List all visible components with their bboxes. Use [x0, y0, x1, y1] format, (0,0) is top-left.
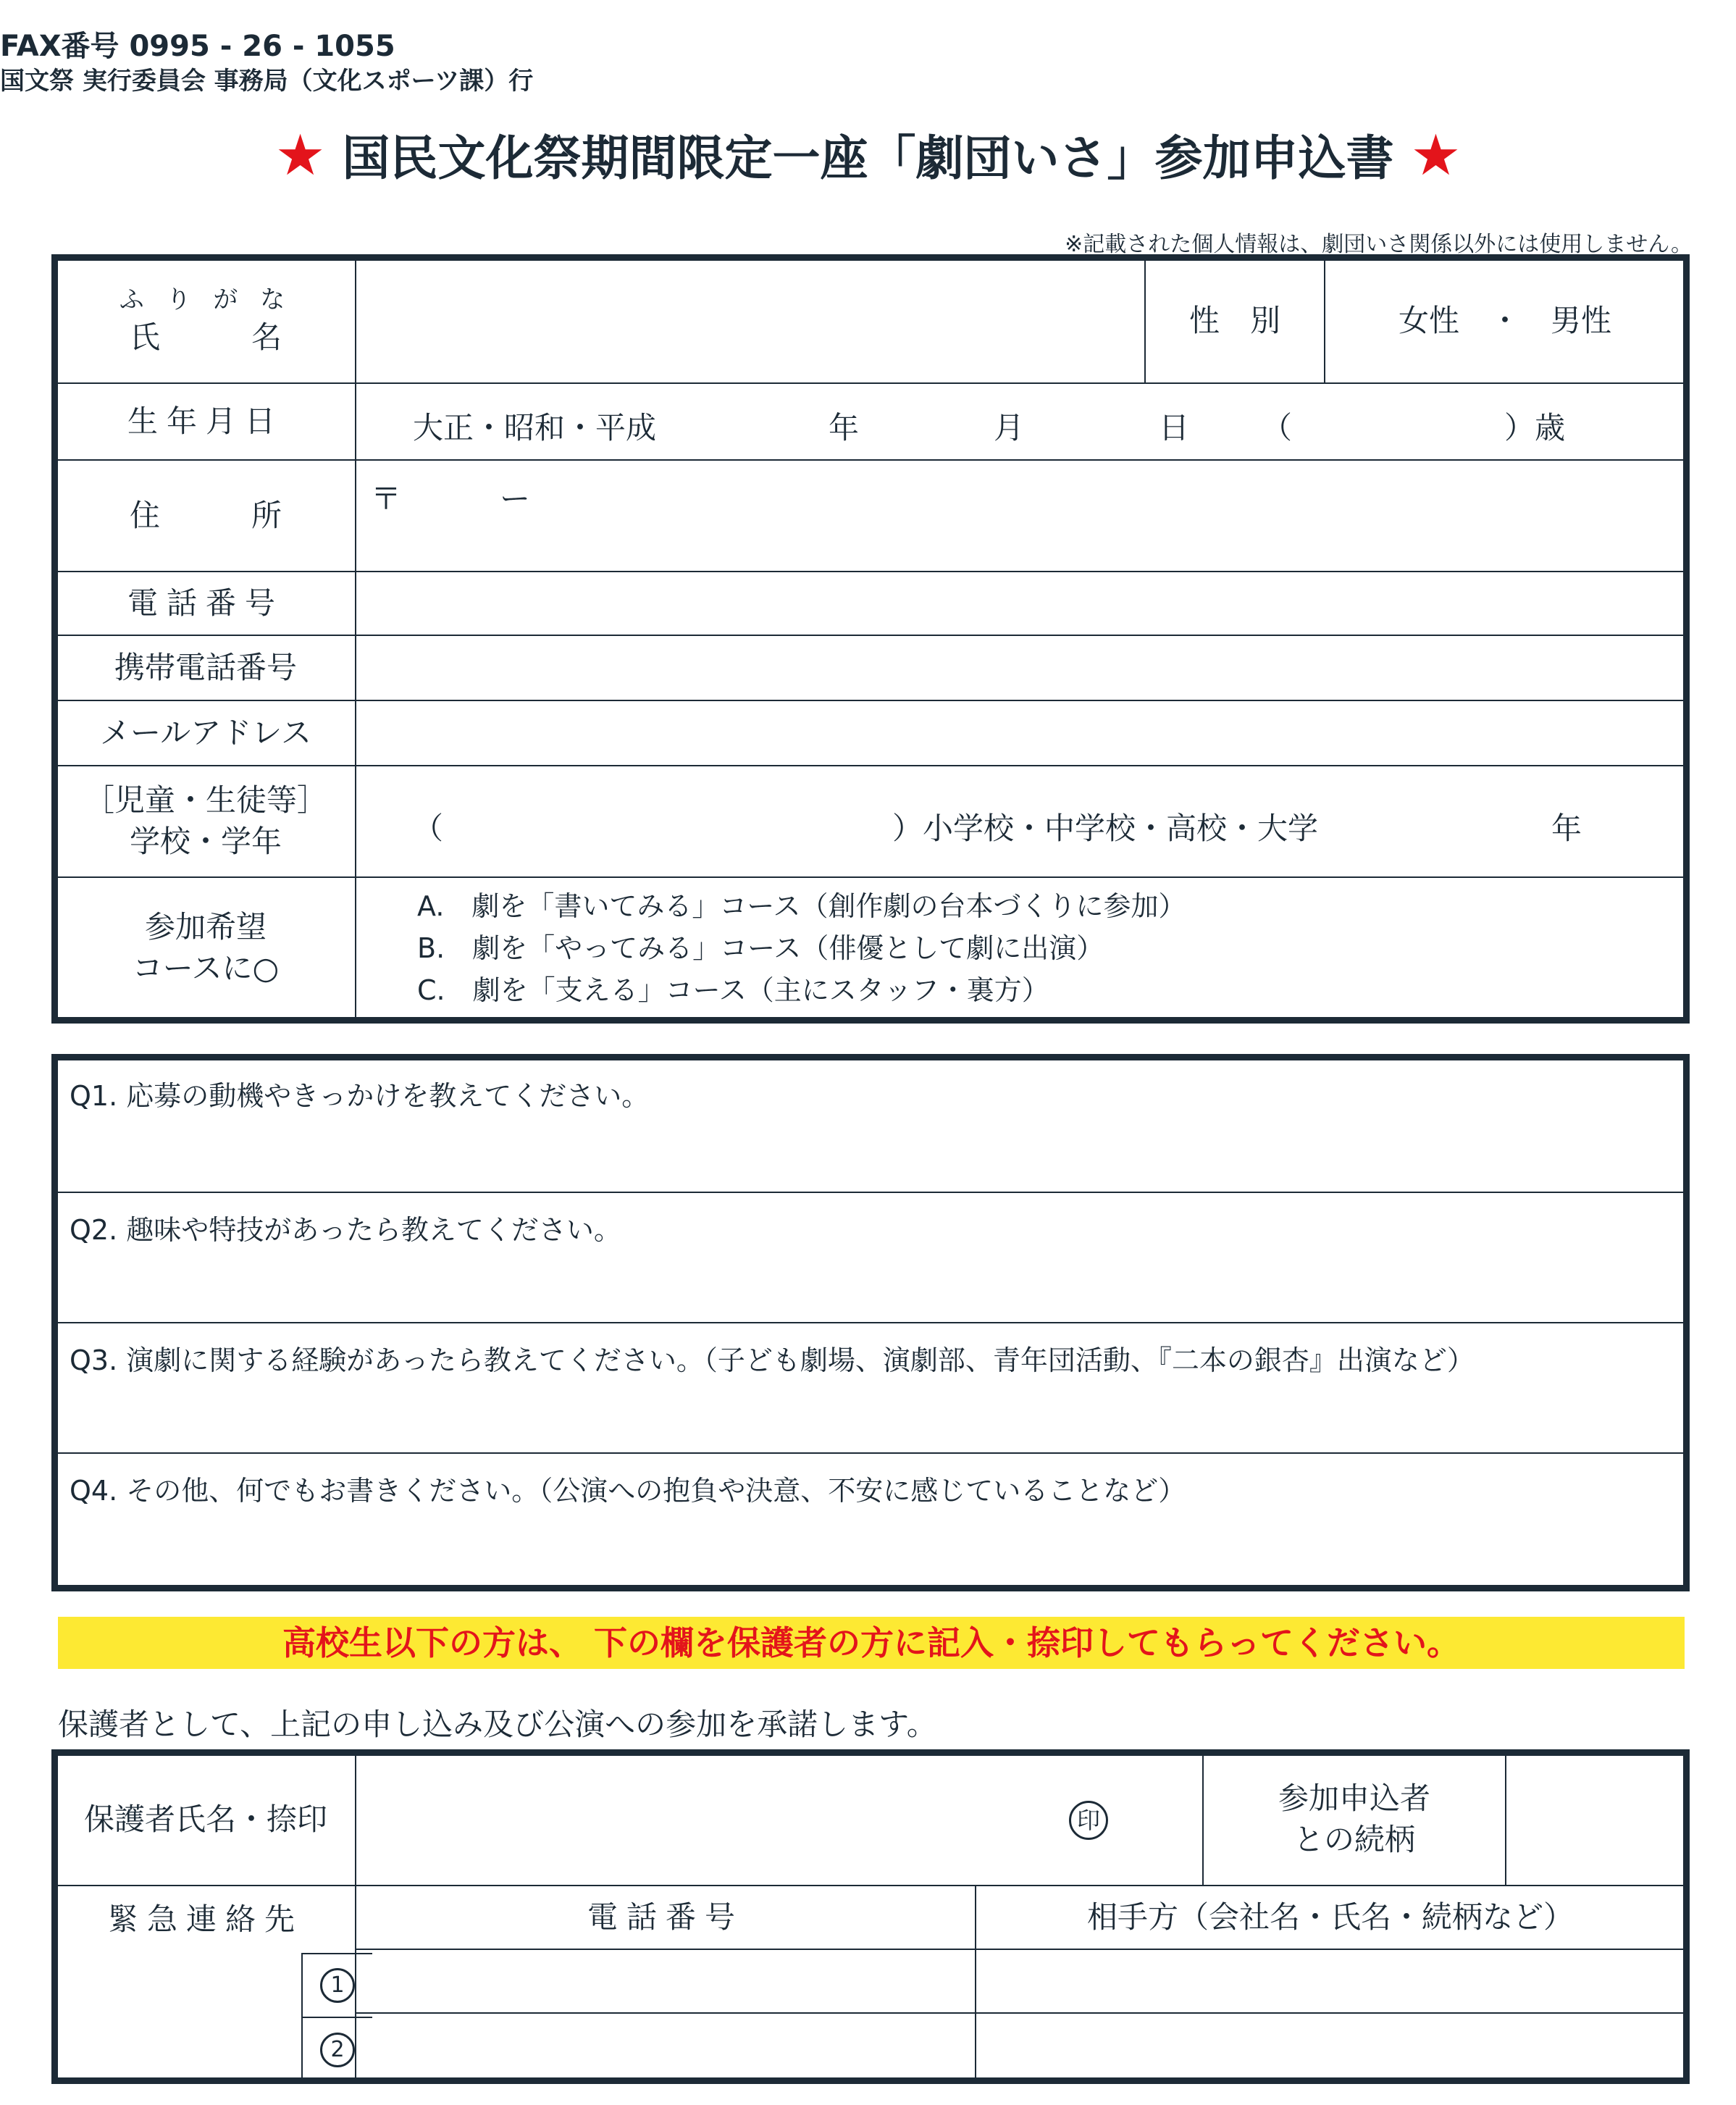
question-q1[interactable]: Q1. 応募の動機やきっかけを教えてください。 — [56, 1058, 1685, 1192]
guardian-name-row — [56, 1754, 1685, 1886]
relation-label-cell — [1203, 1754, 1506, 1886]
school-grade-label: 学校・学年 — [129, 824, 282, 859]
email-label: メールアドレス — [56, 700, 356, 766]
privacy-note: ※記載された個人情報は、劇団いさ関係以外には使用しません。 — [1065, 232, 1693, 257]
star-icon: ★ — [1410, 123, 1462, 188]
question-row — [56, 1192, 1685, 1323]
question-row — [56, 1453, 1685, 1587]
grade-label: 年 — [1551, 811, 1582, 846]
relation-label-sub: との続柄 — [1293, 1822, 1416, 1857]
emergency-contact-header: 相手方（会社名・氏名・続柄など） — [976, 1886, 1685, 1949]
questions-table — [55, 1058, 1686, 1588]
course-instruction: コースに○ — [132, 950, 280, 986]
birthday-field[interactable] — [356, 383, 1685, 460]
course-b[interactable]: B. 劇を「やってみる」コース（俳優として劇に出演） — [417, 932, 1104, 964]
guardian-consent: 保護者として、上記の申し込み及び公演への参加を承諾します。 — [58, 1707, 937, 1742]
course-a[interactable]: A. 劇を「書いてみる」コース（創作劇の台本づくりに参加） — [417, 890, 1186, 922]
school-open: （ — [413, 811, 444, 846]
emergency-phone-2[interactable] — [356, 2013, 976, 2080]
course-row — [56, 877, 1685, 1019]
emergency-label: 緊急連絡先 — [56, 1886, 356, 2080]
mobile-label: 携帯電話番号 — [56, 635, 356, 700]
school-row — [56, 766, 1685, 877]
row-number-1 — [301, 1953, 372, 2017]
age-close: ）歳 — [1504, 410, 1566, 445]
school-label-cell — [56, 766, 356, 877]
seal-icon: 印 — [1069, 1801, 1108, 1840]
guardian-name-label: 保護者氏名・捺印 — [56, 1754, 356, 1886]
address-label: 住 所 — [56, 460, 356, 572]
destination: 国文祭 実行委員会 事務局（文化スポーツ課）行 — [0, 67, 534, 96]
day-label: 日 — [1159, 410, 1190, 445]
circled-number-icon: 1 — [320, 1968, 355, 2003]
emergency-phone-1[interactable] — [356, 1949, 976, 2013]
email-row — [56, 700, 1685, 766]
birthday-eras[interactable]: 大正・昭和・平成 — [413, 410, 657, 445]
name-row — [56, 259, 1685, 383]
phone-row — [56, 572, 1685, 635]
address-field[interactable] — [356, 460, 1685, 572]
emergency-contact-2[interactable] — [976, 2013, 1685, 2080]
birthday-label: 生年月日 — [56, 383, 356, 460]
guardian-table — [55, 1753, 1686, 2080]
mobile-field[interactable] — [356, 635, 1685, 700]
fax-number: FAX番号 0995 - 26 - 1055 — [0, 30, 395, 63]
mobile-row — [56, 635, 1685, 700]
birthday-row — [56, 383, 1685, 460]
circled-number-icon: 2 — [320, 2033, 355, 2067]
title-text: 国民文化祭期間限定一座「劇団いさ」参加申込書 — [342, 130, 1394, 186]
question-q4[interactable]: Q4. その他、何でもお書きください。（公演への抱負や決意、不安に感じていることなど） — [56, 1453, 1685, 1587]
course-options — [356, 877, 1685, 1019]
applicant-table — [55, 258, 1686, 1020]
sex-options[interactable]: 女性 ・ 男性 — [1325, 259, 1685, 383]
emergency-header-row — [56, 1886, 1685, 1949]
name-label-cell — [56, 259, 356, 383]
emergency-contact-1[interactable] — [976, 1949, 1685, 2013]
sex-label: 性 別 — [1145, 259, 1325, 383]
email-field[interactable] — [356, 700, 1685, 766]
question-row — [56, 1323, 1685, 1453]
year-label: 年 — [829, 410, 860, 445]
phone-label: 電話番号 — [56, 572, 356, 635]
row-number-2 — [301, 2017, 372, 2082]
star-icon: ★ — [274, 123, 326, 188]
age-open: （ — [1262, 410, 1293, 445]
guardian-name-field[interactable] — [356, 1754, 1203, 1886]
emergency-phone-header: 電話番号 — [356, 1886, 976, 1949]
postal-mark: 〒 — [371, 481, 402, 516]
guardian-banner: 高校生以下の方は、 下の欄を保護者の方に記入・捺印してもらってください。 — [58, 1617, 1685, 1669]
school-types[interactable]: ）小学校・中学校・高校・大学 — [892, 811, 1319, 846]
course-c[interactable]: C. 劇を「支える」コース（主にスタッフ・裏方） — [417, 974, 1049, 1006]
phone-field[interactable] — [356, 572, 1685, 635]
month-label: 月 — [994, 410, 1025, 445]
school-field[interactable] — [356, 766, 1685, 877]
postal-dash: ー — [500, 481, 531, 516]
name-label: 氏 名 — [129, 319, 282, 355]
name-field[interactable] — [356, 259, 1145, 383]
relation-field[interactable] — [1506, 1754, 1685, 1886]
relation-label: 参加申込者 — [1278, 1780, 1431, 1817]
page-title — [0, 120, 1736, 188]
furigana-label: ふ り が な — [119, 285, 293, 314]
question-q2[interactable]: Q2. 趣味や特技があったら教えてください。 — [56, 1192, 1685, 1323]
address-row — [56, 460, 1685, 572]
student-label: ［児童・生徒等］ — [83, 782, 327, 819]
course-label-cell — [56, 877, 356, 1019]
question-row — [56, 1058, 1685, 1192]
question-q3[interactable]: Q3. 演劇に関する経験があったら教えてください。（子ども劇場、演劇部、青年団活動、『二本の銀杏』出演など） — [56, 1323, 1685, 1453]
course-label: 参加希望 — [144, 909, 267, 945]
